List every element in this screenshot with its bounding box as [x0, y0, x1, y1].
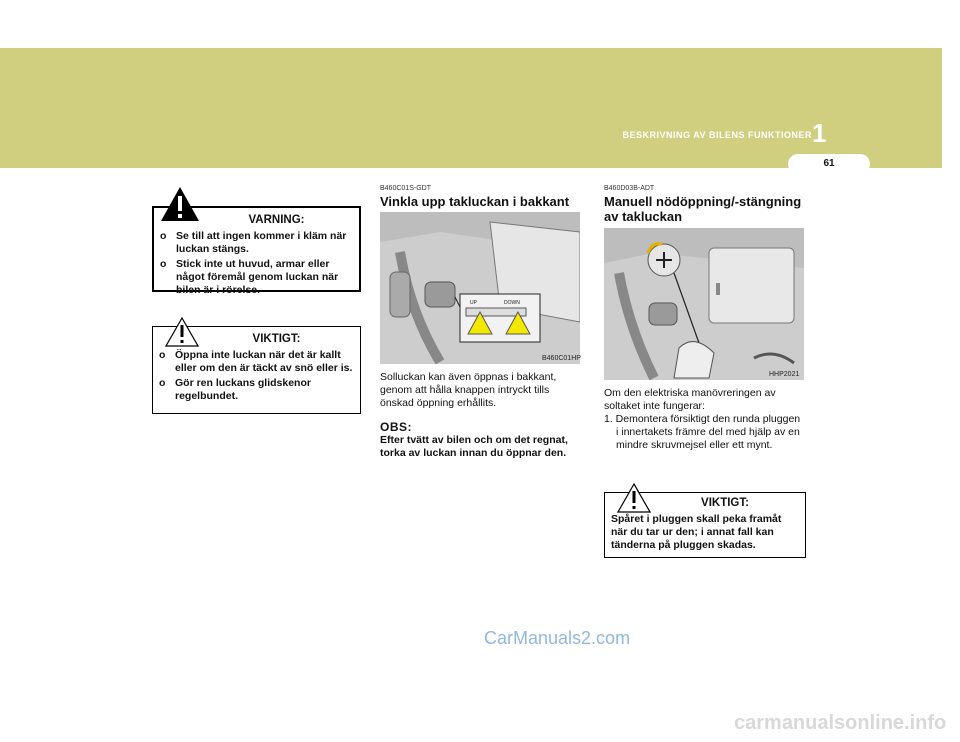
note-title: OBS:: [380, 420, 412, 434]
caution-title: VIKTIGT:: [252, 333, 301, 345]
section-manual: [604, 185, 804, 230]
warning-box: [152, 206, 361, 296]
sunroof-switch-illustration: [380, 212, 580, 364]
intro-text: Om den elektriska manövreringen av soltaket inte fungerar:: [604, 387, 776, 412]
section-tilt: [380, 185, 580, 215]
figure-sunroof-switch: [380, 212, 580, 364]
section-code: B460C01S-GDT: [380, 185, 431, 192]
section-heading: Vinkla upp takluckan i bakkant: [380, 194, 570, 209]
page-number: 61: [788, 154, 870, 174]
warning-item: o Stick inte ut huvud, armar eller något föremål genom luckan när bilen är i rörelse.: [160, 258, 339, 296]
section-manual-body: [604, 387, 804, 452]
caution-box: [152, 326, 361, 414]
section-tilt-body: [380, 371, 580, 460]
step-item: 1. Demontera försiktigt den runda pluggen i innertakets främre del med hjälp av en mindre skruvmejsel eller ett mynt.: [604, 413, 801, 451]
up-label: UP: [470, 300, 477, 306]
section-code: B460D03B-ADT: [604, 185, 655, 192]
down-label: DOWN: [504, 300, 520, 306]
figure-label: HHP2021: [769, 371, 800, 378]
section-heading: Manuell nödöppning/-stängning av takluckan: [604, 194, 802, 224]
figure-plug-removal: [604, 228, 804, 380]
note-text: Efter tvätt av bilen och om det regnat, torka av luckan innan du öppnar den.: [380, 434, 568, 459]
watermark-carmanualsonline[interactable]: carmanualsonline.info: [734, 712, 947, 734]
section-title: BESKRIVNING AV BILENS FUNKTIONER: [622, 130, 812, 140]
caution-icon: [165, 317, 199, 347]
caution-box-2: [604, 492, 806, 558]
figure-label: B460C01HP: [542, 355, 581, 362]
watermark-carmanuals2[interactable]: CarManuals2.com: [484, 628, 631, 648]
warning-title: VARNING:: [248, 214, 305, 226]
caution-item: o Öppna inte luckan när det är kallt eller om den är täckt av snö eller is.: [159, 349, 353, 374]
body-text: Solluckan kan även öppnas i bakkant, genom att hålla knappen intryckt tills önskad öppning erhållits.: [380, 371, 557, 409]
caution-icon: [617, 483, 651, 513]
warning-icon: [160, 186, 200, 222]
caution-item: o Gör ren luckans glidskenor regelbundet.: [159, 377, 311, 402]
caution-title: VIKTIGT:: [701, 497, 749, 509]
warning-item: o Se till att ingen kommer i kläm när luckan stängs.: [160, 230, 347, 255]
header-band: [0, 48, 942, 168]
plug-removal-illustration: [604, 228, 804, 380]
chapter-number: 1: [812, 118, 827, 148]
caution-text: Spåret i pluggen skall peka framåt när du tar ur den; i annat fall kan tänderna på pluggen skadas.: [611, 513, 782, 551]
